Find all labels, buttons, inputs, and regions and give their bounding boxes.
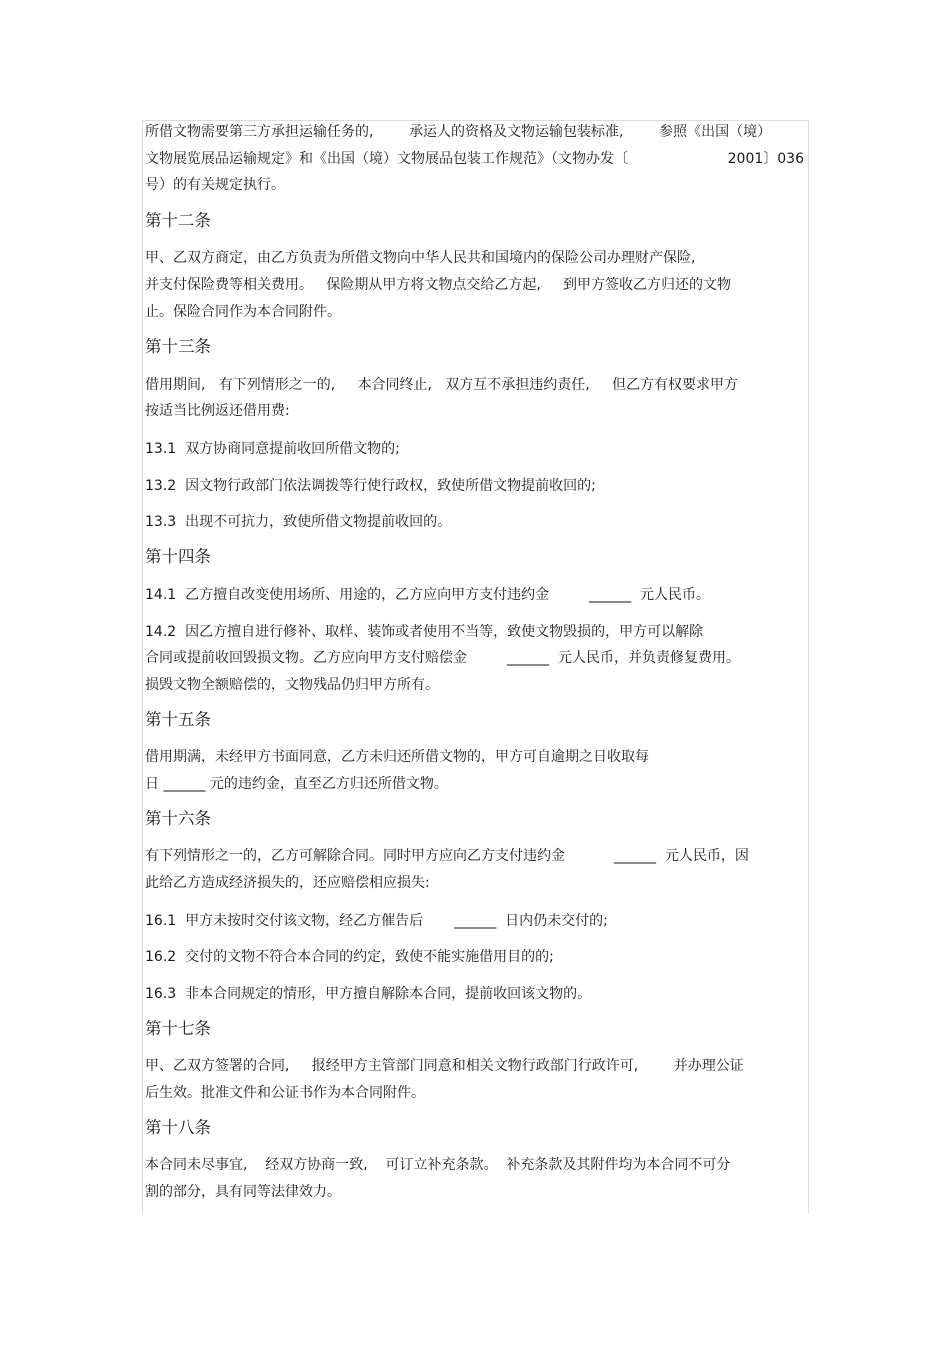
clause-16-3: 16.3 非本合同规定的情形，甲方擅自解除本合同，提前收回该文物的。 (145, 986, 592, 1002)
paragraph-line: 并支付保险费等相关费用。 保险期从甲方将文物点交给乙方起, 到甲方签收乙方归还的文物 (145, 277, 732, 293)
clause-13-3: 13.3 出现不可抗力，致使所借文物提前收回的。 (145, 514, 452, 530)
paragraph-line: 按适当比例返还借用费: (145, 403, 290, 419)
paragraph-line: 文物展览展品运输规定》和《出国（境）文物展品包装工作规范》（文物办发〔 (145, 151, 628, 167)
article-heading-13: 第十三条 (145, 337, 211, 356)
paragraph-line: 甲、乙双方商定，由乙方负责为所借文物向中华人民共和国境内的保险公司办理财产保险, (145, 250, 696, 266)
paragraph-line: 日 ______ 元的违约金，直至乙方归还所借文物。 (145, 776, 448, 792)
paragraph-line: 损毁文物全额赔偿的，文物残品仍归甲方所有。 (145, 677, 439, 693)
article-heading-12: 第十二条 (145, 211, 211, 230)
paragraph-line: 止。保险合同作为本合同附件。 (145, 304, 341, 320)
paragraph-line: 借用期满，未经甲方书面同意，乙方未归还所借文物的，甲方可自逾期之日收取每 (145, 749, 649, 765)
paragraph-line: 割的部分，具有同等法律效力。 (145, 1184, 341, 1200)
paragraph-line: 此给乙方造成经济损失的，还应赔偿相应损失: (145, 875, 430, 891)
paragraph-line: 借用期间, 有下列情形之一的, 本合同终止, 双方互不承担违约责任, 但乙方有权要求甲方 (145, 377, 739, 393)
paragraph-line: 所借文物需要第三方承担运输任务的, 承运人的资格及文物运输包装标准, 参照《出国（境） (145, 124, 772, 140)
article-heading-14: 第十四条 (145, 547, 211, 566)
clause-14-2: 14.2 因乙方擅自进行修补、取样、装饰或者使用不当等，致使文物毁损的，甲方可以解除 (145, 624, 704, 640)
clause-13-2: 13.2 因文物行政部门依法调拨等行使行政权，致使所借文物提前收回的; (145, 478, 596, 494)
clause-16-2: 16.2 交付的文物不符合本合同的约定，致使不能实施借用目的的; (145, 949, 554, 965)
clause-14-1: 14.1 乙方擅自改变使用场所、用途的，乙方应向甲方支付违约金 ______ 元人民币。 (145, 587, 711, 603)
paragraph-line: 后生效。批准文件和公证书作为本合同附件。 (145, 1085, 425, 1101)
clause-13-1: 13.1 双方协商同意提前收回所借文物的; (145, 441, 400, 457)
article-heading-18: 第十八条 (145, 1118, 211, 1137)
article-heading-16: 第十六条 (145, 809, 211, 828)
paragraph-line: 号）的有关规定执行。 (145, 177, 285, 193)
article-heading-15: 第十五条 (145, 710, 211, 729)
article-heading-17: 第十七条 (145, 1019, 211, 1038)
clause-16-1: 16.1 甲方未按时交付该文物，经乙方催告后 ______ 日内仍未交付的; (145, 913, 608, 929)
paragraph-line: 2001〕036 (727, 151, 804, 167)
paragraph-line: 甲、乙双方签署的合同, 报经甲方主管部门同意和相关文物行政部门行政许可, 并办理公证 (145, 1058, 744, 1074)
paragraph-line: 合同或提前收回毁损文物。乙方应向甲方支付赔偿金 ______ 元人民币，并负责修复费用。 (145, 650, 740, 666)
paragraph-line: 有下列情形之一的，乙方可解除合同。同时甲方应向乙方支付违约金 ______ 元人民币，因 (145, 848, 749, 864)
paragraph-line: 本合同未尽事宜, 经双方协商一致, 可订立补充条款。 补充条款及其附件均为本合同不可分 (145, 1157, 731, 1173)
